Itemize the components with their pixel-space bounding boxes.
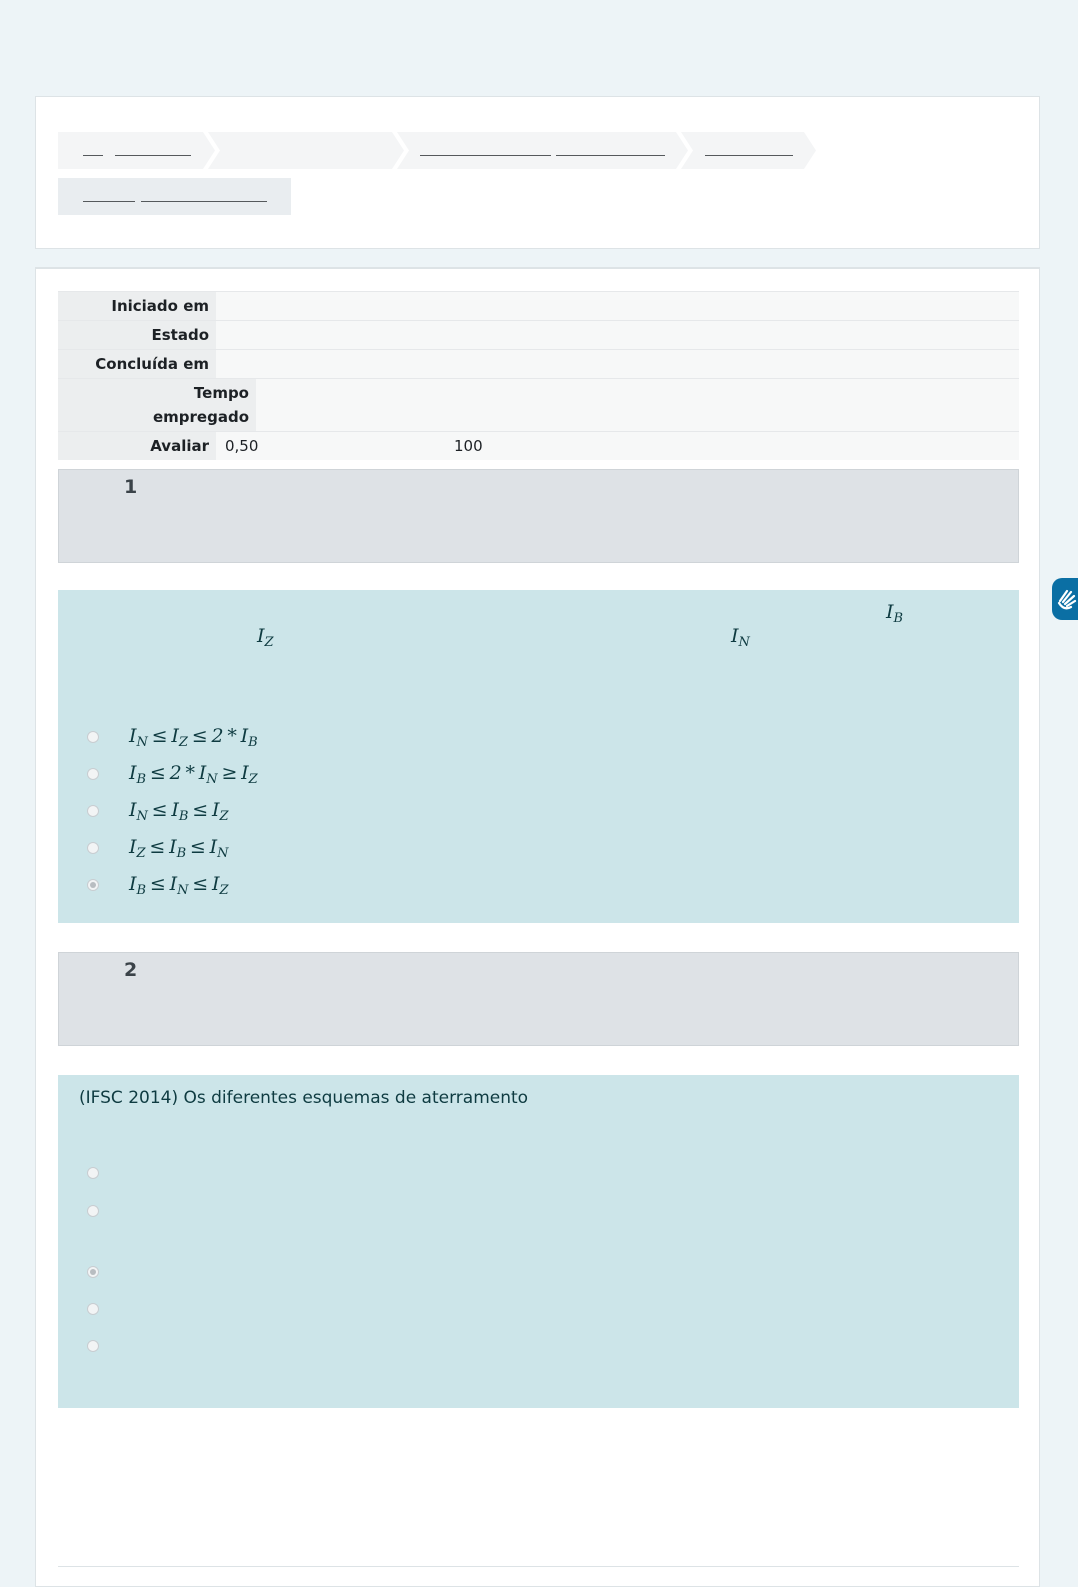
radio-button[interactable] [87,1167,99,1179]
summary-label: Avaliar [58,432,216,460]
answer-option[interactable] [87,1331,99,1361]
radio-button[interactable] [87,1303,99,1315]
grade-value: 0,50 [225,437,259,455]
radio-button-selected[interactable] [87,1266,99,1278]
attempt-summary-table [58,291,1019,460]
summary-label: Concluída em [58,350,216,378]
summary-row-state [58,320,1019,349]
answer-option[interactable] [87,1158,99,1188]
answer-option[interactable] [87,759,258,789]
grade-max: 100 [454,437,483,455]
math-var: $I_N$ [731,625,750,650]
breadcrumb-card [35,96,1040,249]
summary-label: Iniciado em [58,292,216,320]
question-number: 2 [124,959,138,981]
radio-button-selected[interactable] [87,879,99,891]
radio-button[interactable] [87,842,99,854]
breadcrumb-item[interactable] [681,132,816,169]
summary-row-completed [58,349,1019,378]
summary-value [216,292,1019,320]
radio-button[interactable] [87,731,99,743]
answer-label: $I_Z \le I_B \le I_N$ [129,835,229,861]
breadcrumb-item[interactable] [58,132,215,169]
answer-label: $I_B \le I_N \le I_Z$ [129,872,229,898]
math-var: $I_Z$ [257,625,274,650]
breadcrumb-item[interactable] [397,132,688,169]
summary-row-grade [58,431,1019,460]
answer-option[interactable] [87,833,229,863]
summary-label: Tempo empregado [58,379,256,431]
answer-option[interactable] [87,870,229,900]
divider [58,1566,1019,1567]
breadcrumb-item[interactable] [58,178,291,215]
radio-button[interactable] [87,805,99,817]
answer-option[interactable] [87,1196,99,1226]
question-text: (IFSC 2014) Os diferentes esquemas de aterramento [79,1088,529,1108]
question-info [58,952,1019,1046]
radio-button[interactable] [87,768,99,780]
quiz-review-card [35,267,1040,1587]
summary-value [216,321,1019,349]
answer-option[interactable] [87,1294,99,1324]
question-info [58,469,1019,563]
summary-value [216,432,1019,460]
summary-value [216,350,1019,378]
question-content [58,590,1019,923]
summary-row-time [58,378,1019,431]
math-var: $I_B$ [886,601,904,626]
question-content [58,1075,1019,1408]
answer-option[interactable] [87,1257,99,1287]
summary-row-started [58,291,1019,320]
hand-sign-language-icon[interactable] [1052,578,1078,620]
breadcrumb-item[interactable] [208,132,404,169]
radio-button[interactable] [87,1340,99,1352]
summary-label: Estado [58,321,216,349]
answer-label: $I_N \le I_Z \le 2 * I_B$ [129,724,258,750]
answer-label: $I_B \le 2 * I_N \ge I_Z$ [129,761,258,787]
radio-button[interactable] [87,1205,99,1217]
summary-value [256,379,1019,431]
answer-label: $I_N \le I_B \le I_Z$ [129,798,229,824]
answer-option[interactable] [87,722,258,752]
answer-option[interactable] [87,796,229,826]
question-number: 1 [124,476,138,498]
